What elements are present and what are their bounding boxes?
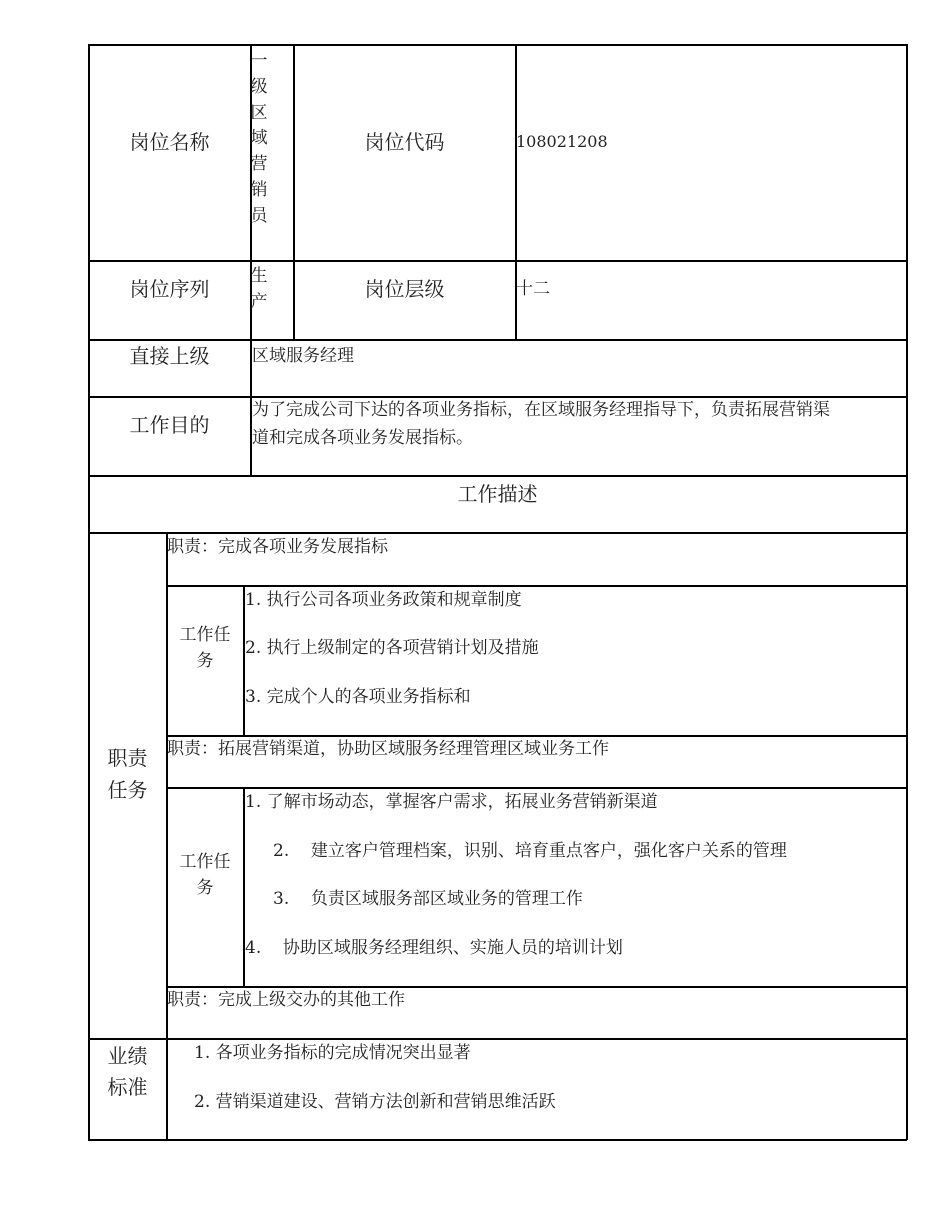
row-divider — [166, 787, 907, 789]
supervisor-label: 直接上级 — [129, 344, 210, 368]
performance-label-line-2: 标准 — [107, 1075, 148, 1099]
table-border-right — [906, 44, 908, 1140]
task-item: 1. 了解市场动态，掌握客户需求，拓展业务营销新渠道 — [245, 792, 658, 812]
purpose-label: 工作目的 — [129, 413, 210, 437]
duties-label-line-2: 任务 — [107, 778, 148, 802]
supervisor-value: 区域服务经理 — [252, 346, 354, 366]
position-code-label: 岗位代码 — [364, 130, 445, 154]
task-label-line-1: 工作任 — [179, 852, 231, 872]
column-divider — [166, 532, 168, 1140]
task-item: 3. 负责区域服务部区域业务的管理工作 — [273, 889, 583, 909]
position-level-value: 十二 — [516, 279, 550, 299]
performance-label-line-1: 业绩 — [107, 1044, 148, 1068]
task-item: 2. 建立客户管理档案，识别、培育重点客户，强化客户关系的管理 — [273, 841, 787, 861]
task-item: 3. 完成个人的各项业务指标和 — [245, 687, 471, 707]
duties-label-line-1: 职责 — [107, 746, 148, 770]
duty-title: 职责：拓展营销渠道，协助区域服务经理管理区域业务工作 — [167, 739, 609, 759]
duty-title: 职责：完成上级交办的其他工作 — [167, 990, 405, 1010]
row-divider — [166, 986, 907, 988]
task-label-line-1: 工作任 — [179, 625, 231, 645]
position-level-label: 岗位层级 — [364, 277, 445, 301]
row-divider — [88, 339, 907, 341]
row-divider — [166, 735, 907, 737]
task-label-line-2: 务 — [196, 878, 214, 898]
task-label-line-2: 务 — [196, 651, 214, 671]
position-name-value — [250, 49, 272, 230]
task-item: 1. 执行公司各项业务政策和规章制度 — [245, 590, 522, 610]
purpose-line-1: 为了完成公司下达的各项业务指标，在区域服务经理指导下，负责拓展营销渠 — [252, 400, 830, 420]
position-name-text: 一级区域营销员 — [250, 51, 268, 226]
row-divider — [88, 396, 907, 398]
row-divider — [166, 585, 907, 587]
task-item: 4. 协助区域服务经理组织、实施人员的培训计划 — [245, 938, 623, 958]
position-name-label: 岗位名称 — [129, 130, 210, 154]
table-border-bottom — [88, 1139, 907, 1141]
position-series-label: 岗位序列 — [129, 277, 210, 301]
position-series-text: 生产 — [250, 266, 268, 312]
performance-item: 2. 营销渠道建设、营销方法创新和营销思维活跃 — [194, 1092, 556, 1112]
work-description-title: 工作描述 — [457, 482, 538, 506]
duty-title: 职责：完成各项业务发展指标 — [167, 537, 388, 557]
table-border-left — [88, 44, 90, 1140]
position-code-value: 108021208 — [516, 132, 608, 151]
row-divider — [88, 260, 907, 262]
task-item: 2. 执行上级制定的各项营销计划及措施 — [245, 638, 539, 658]
row-divider — [88, 475, 907, 477]
table-border-top — [88, 44, 907, 46]
position-series-value — [250, 264, 272, 316]
row-divider — [88, 532, 907, 534]
purpose-line-2: 道和完成各项业务发展指标。 — [252, 428, 473, 448]
performance-item: 1. 各项业务指标的完成情况突出显著 — [194, 1043, 471, 1063]
row-divider — [88, 1038, 907, 1040]
